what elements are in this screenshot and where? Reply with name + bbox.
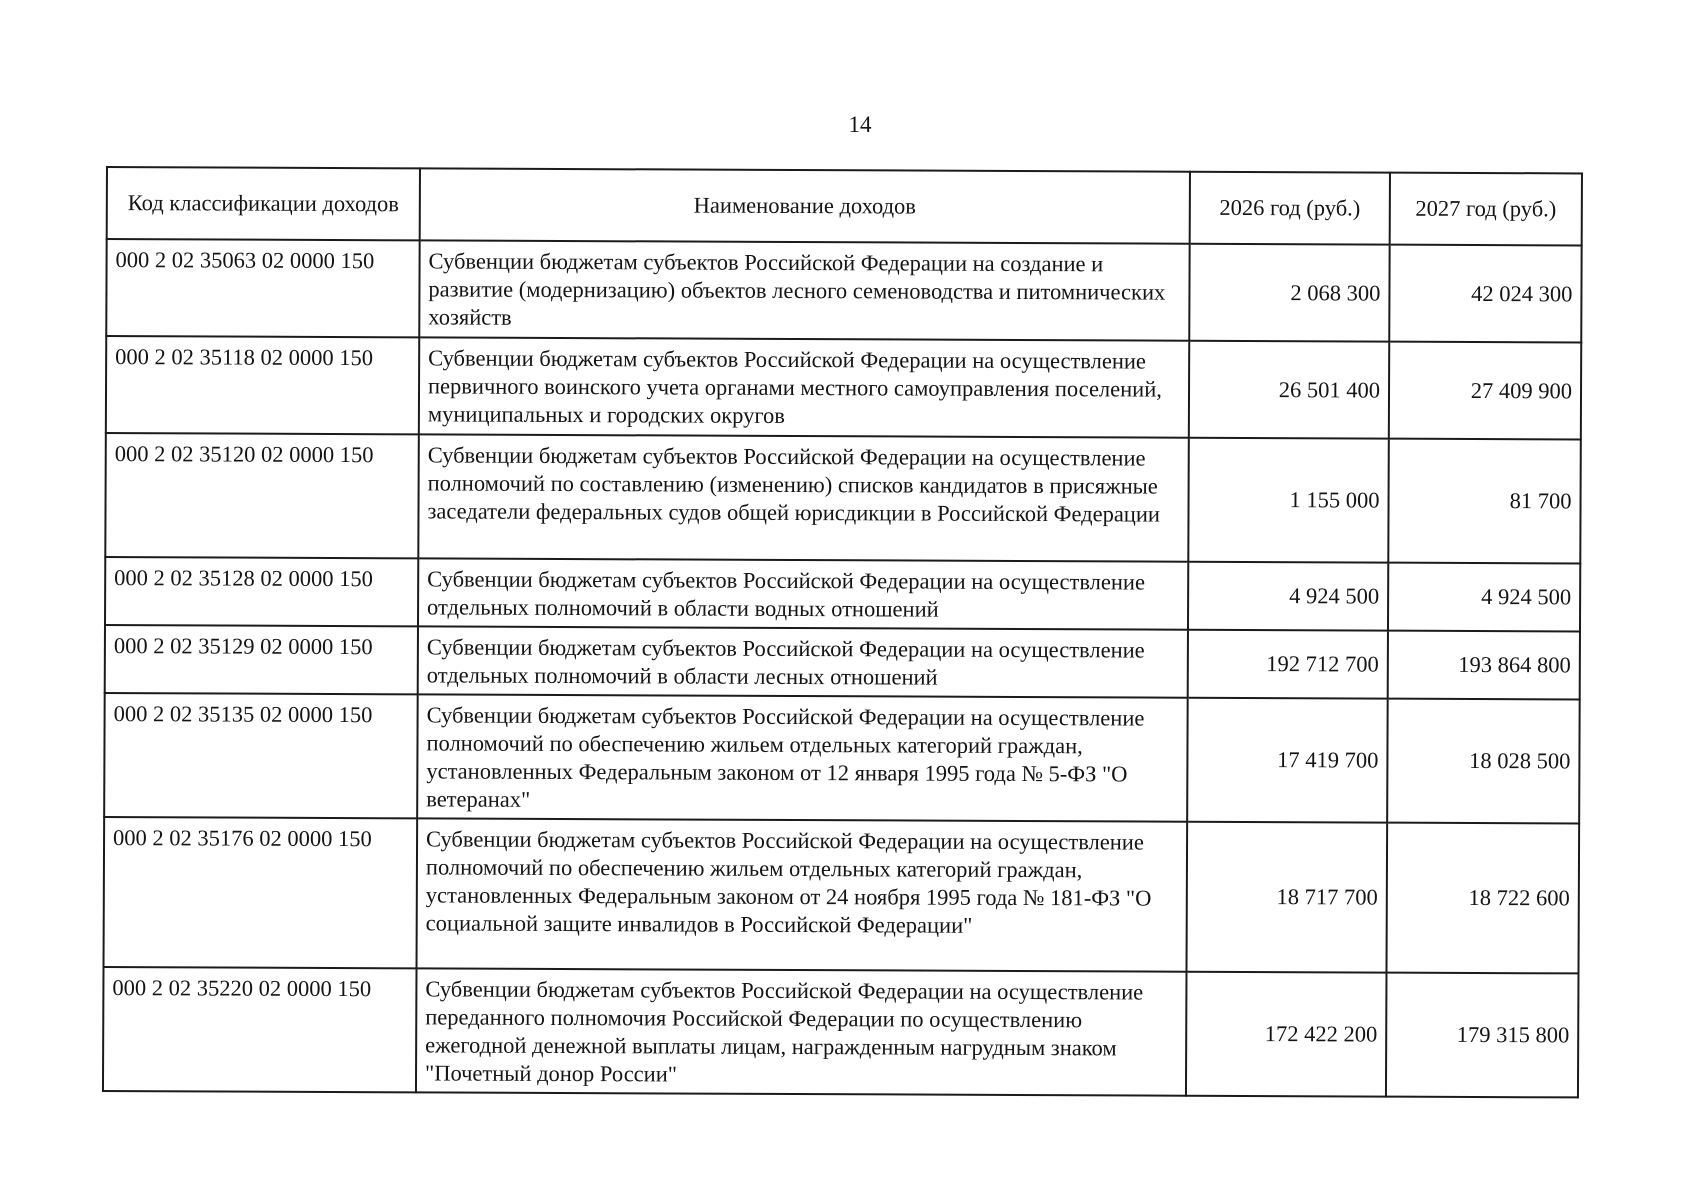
header-2027: 2027 год (руб.) (1390, 173, 1582, 246)
row-amount-2027: 81 700 (1388, 439, 1581, 564)
row-code: 000 2 02 35135 02 0000 150 (104, 693, 418, 818)
row-amount-2027: 42 024 300 (1389, 245, 1581, 343)
row-amount-2027: 179 315 800 (1386, 973, 1579, 1098)
row-name: Субвенции бюджетам субъектов Российской Федерации на осуществление отдельных полномочий в области водных отношений (418, 558, 1188, 629)
table-row (104, 817, 1580, 973)
table-row (106, 336, 1581, 439)
row-code: 000 2 02 35118 02 0000 150 (106, 336, 419, 434)
row-amount-2026: 17 419 700 (1187, 698, 1388, 823)
row-amount-2026: 2 068 300 (1189, 244, 1389, 342)
header-2026: 2026 год (руб.) (1190, 172, 1390, 245)
row-name: Субвенции бюджетам субъектов Российской Федерации на создание и развитие (модернизацию) объектов лесного семеноводства и питомнических хозяйств (419, 240, 1189, 340)
row-amount-2026: 26 501 400 (1189, 341, 1389, 439)
row-amount-2026: 172 422 200 (1186, 972, 1387, 1097)
row-code: 000 2 02 35220 02 0000 150 (103, 967, 417, 1092)
row-code: 000 2 02 35128 02 0000 150 (105, 557, 418, 626)
row-code: 000 2 02 35176 02 0000 150 (104, 817, 418, 968)
row-code: 000 2 02 35129 02 0000 150 (105, 625, 418, 694)
row-amount-2027: 18 722 600 (1386, 823, 1579, 974)
row-name: Субвенции бюджетам субъектов Российской Федерации на осуществление полномочий по составлению (изменению) списков кандидатов в присяжные заседатели федеральных судов общей юрисдикции в Российской Федерации (418, 434, 1189, 561)
row-amount-2027: 4 924 500 (1388, 563, 1580, 632)
table-row (105, 433, 1581, 563)
table-row (103, 967, 1579, 1097)
table-row (106, 239, 1581, 342)
row-code: 000 2 02 35120 02 0000 150 (105, 433, 419, 558)
table-row (105, 557, 1580, 631)
header-code: Код классификации доходов (107, 167, 420, 240)
row-name: Субвенции бюджетам субъектов Российской Федерации на осуществление отдельных полномочий в области лесных отношений (418, 626, 1188, 697)
row-amount-2027: 193 864 800 (1388, 631, 1580, 700)
row-name: Субвенции бюджетам субъектов Российской Федерации на осуществление переданного полномочия Российской Федерации по осуществлению ежегодной денежной выплаты лицам, награжденным нагрудным знаком "Почетный донор России" (416, 968, 1187, 1095)
header-name: Наименование доходов (420, 168, 1190, 243)
page-number: 14 (848, 112, 872, 137)
row-name: Субвенции бюджетам субъектов Российской Федерации на осуществление полномочий по обеспечению жильем отдельных категорий граждан, установленных Федеральным законом от 12 января 1995 года № 5-ФЗ "О ветеранах" (417, 694, 1188, 821)
row-name: Субвенции бюджетам субъектов Российской Федерации на осуществление первичного воинского учета органами местного самоуправления поселений, муниципальных и городских округов (419, 337, 1189, 437)
row-amount-2026: 1 155 000 (1188, 438, 1389, 563)
row-amount-2027: 27 409 900 (1389, 342, 1581, 440)
row-name: Субвенции бюджетам субъектов Российской Федерации на осуществление полномочий по обеспечению жильем отдельных категорий граждан, установленных Федеральным законом от 24 ноября 1995 года № 181-ФЗ "О социальной защите инвалидов в Российской Федерации" (417, 818, 1188, 971)
row-amount-2027: 18 028 500 (1387, 699, 1580, 824)
row-amount-2026: 18 717 700 (1186, 822, 1387, 973)
table-row (105, 625, 1580, 699)
table-row (104, 693, 1580, 823)
row-amount-2026: 192 712 700 (1188, 630, 1388, 699)
revenue-table (102, 166, 1583, 1098)
table-header-row (107, 167, 1582, 245)
row-code: 000 2 02 35063 02 0000 150 (106, 239, 419, 337)
row-amount-2026: 4 924 500 (1188, 562, 1388, 631)
